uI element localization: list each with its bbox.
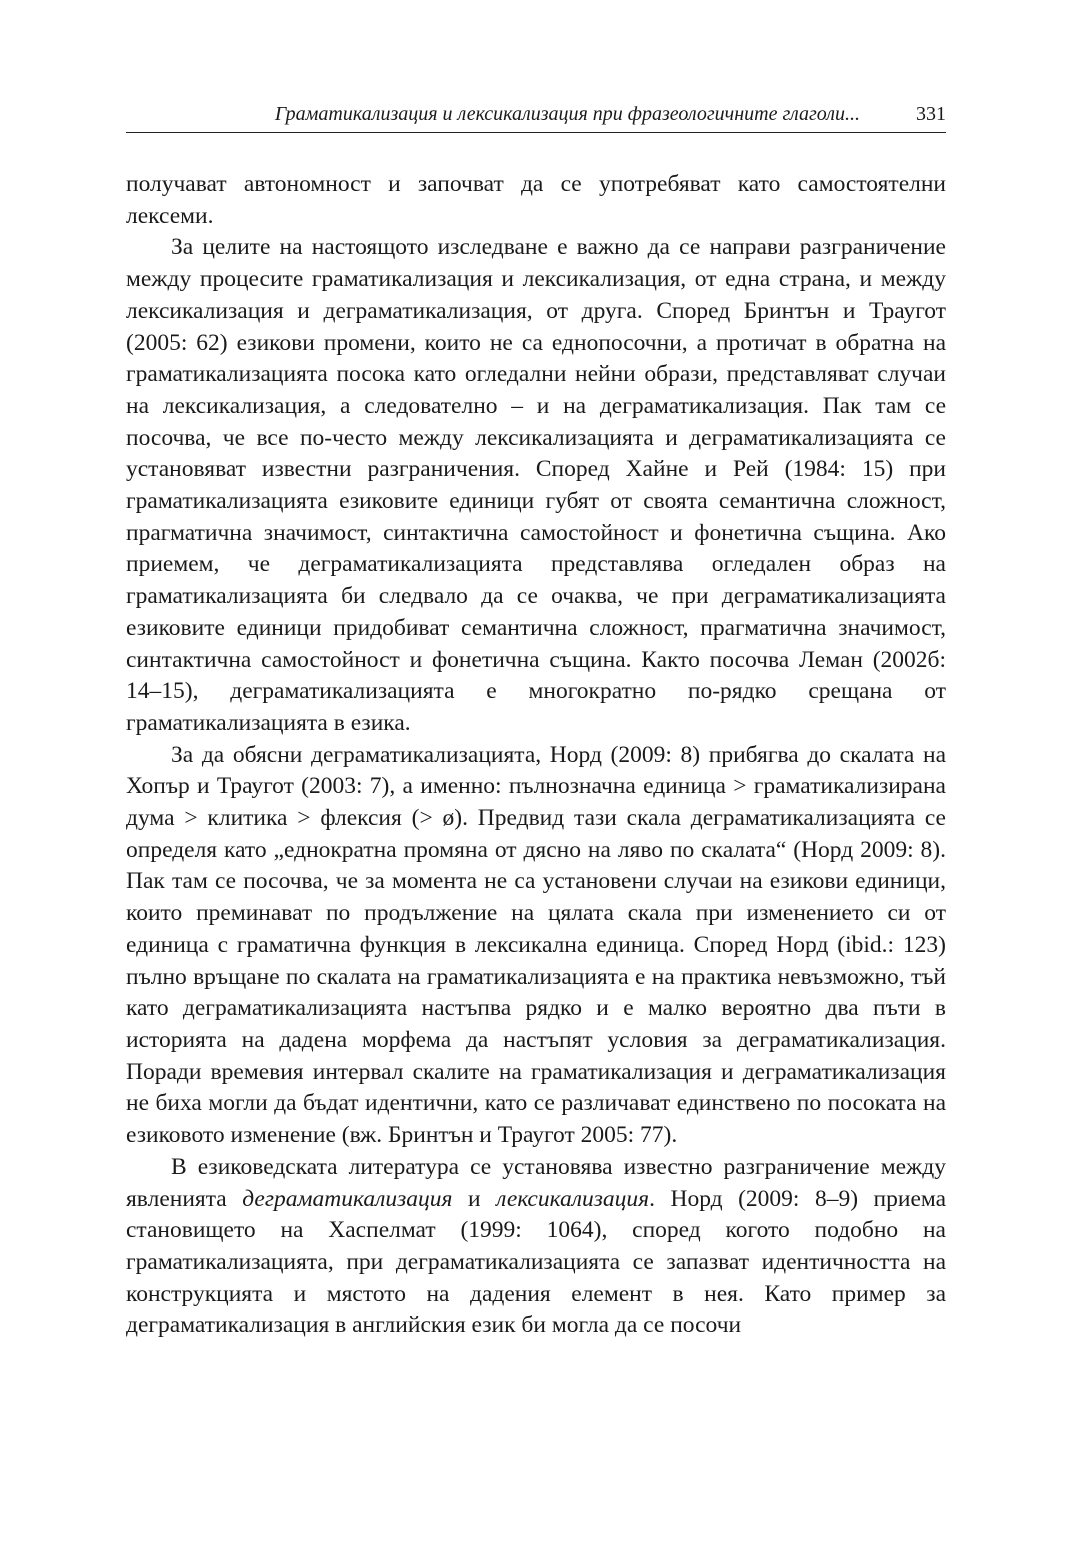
body-text: [126, 169, 946, 1342]
paragraph-3: За да обясни деграматикализацията, Норд (2009: 8) прибягва до скалата на Хопър и Траугот (2003: 7), а именно: пълнозначна единица > граматикализирана дума > клитика > флексия (> ø). Предвид тази скала деграматикализацията се определя като „еднократна промяна от дясно на ляво по скалата“ (Норд 2009: 8). Пак там се посочва, че за момента не са установени случаи на езикови единици, които преминават по продължение на цялата скала при изменението си от единица с граматична функция в лексикална единица. Според Норд (ibid.: 123) пълно връщане по скалата на граматикализацията е на практика невъзможно, тъй като деграматикализацията настъпва рядко и е малко вероятно два пъти в историята на дадена морфема да настъпят условия за деграматикализация. Поради времевия интервал скалите на граматикализация и деграматикализация не биха могли да бъдат идентични, като се различават единствено по посоката на езиковото изменение (вж. Бринтън и Траугот 2005: 77).: [126, 741, 946, 1149]
paragraph-4-text-a: В езиковедската литература се установява известно разграничение между явленията: [126, 1153, 946, 1212]
document-page: [126, 100, 946, 1342]
page-number: 331: [916, 103, 946, 125]
paragraph-1: получават автономност и започват да се употребяват като самостоятелни лексеми.: [126, 171, 946, 229]
term-degrammaticalization: деграматикализация: [242, 1185, 453, 1212]
running-header: [126, 100, 946, 133]
paragraph-4-text-c: . Норд (2009: 8–9) приема становището на Хаспелмат (1999: 1064), според когото подобно на граматикализацията, при деграматикализацията се запазват идентичността на конструкцията и мястото на дадения елемент в нея. Като пример за деграматикализация в английския език би могла да се посочи: [126, 1185, 947, 1339]
paragraph-4: [126, 1152, 946, 1342]
running-title: Граматикализация и лексикализация при фразеологичните глаголи...: [274, 103, 860, 125]
term-lexicalization: лексикализация: [496, 1185, 650, 1212]
paragraph-2: За целите на настоящото изследване е важно да се направи разграничение между процесите граматикализация и лексикализация, от една страна, и между лексикализация и деграматикализация, от друга. Според Бринтън и Траугот (2005: 62) езикови промени, които не са еднопосочни, а протичат в обратна на граматикализацията посока като огледални нейни образи, представляват случаи на лексикализация, а следователно – и на деграматикализация. Пак там се посочва, че все по-често между лексикализацията и деграматикализацията се установяват известни разграничения. Според Хайне и Рей (1984: 15) при граматикализацията езиковите единици губят от своята семантична сложност, прагматична значимост, синтактична самостойност и фонетична същина. Ако приемем, че деграматикализацията представлява огледален образ на граматикализацията би следвало да се очаква, че при деграматикализацията езиковите единици придобиват семантична сложност, прагматична значимост, синтактична самостойност и фонетична същина. Както посочва Леман (2002б: 14–15), деграматикализацията е многократно по-рядко срещана от граматикализацията в езика.: [126, 234, 946, 736]
paragraph-4-text-b: и: [452, 1185, 497, 1212]
